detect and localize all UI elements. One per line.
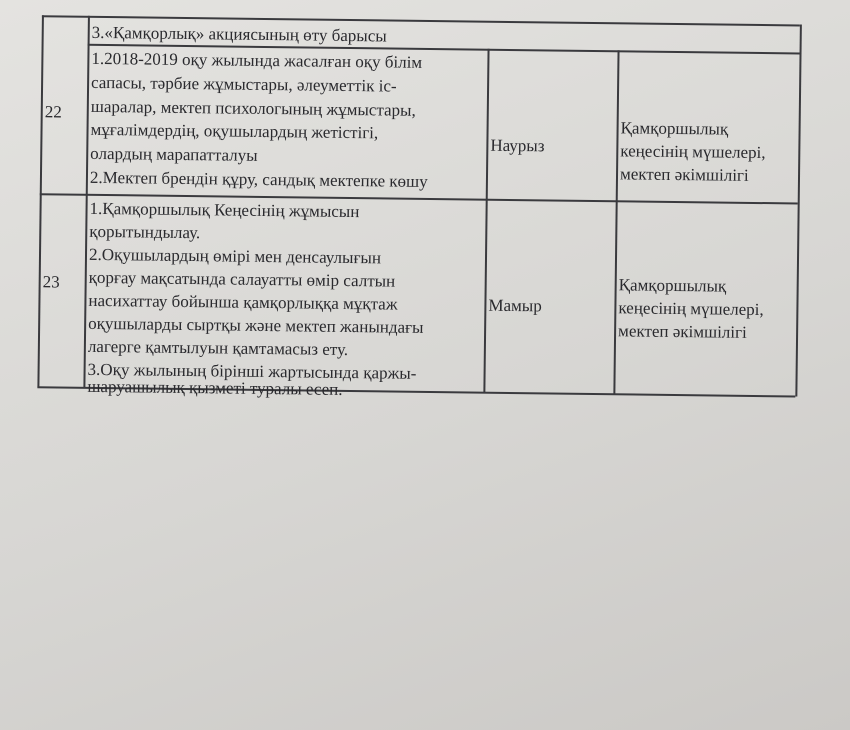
row-responsible-line: Қамқоршылық bbox=[618, 275, 727, 296]
row-content-line: насихаттау бойынша қамқорлыққа мұқтаж bbox=[88, 290, 398, 314]
row-responsible-line: кеңесінің мүшелері, bbox=[620, 141, 766, 163]
row-content-line: 1.2018-2019 оқу жылында жасалған оқу білім bbox=[91, 48, 423, 72]
table-border-left bbox=[37, 15, 43, 387]
row-content-line: 1.Қамқоршылық Кеңесінің жұмысын bbox=[89, 198, 360, 222]
row-responsible-line: кеңесінің мүшелері, bbox=[618, 298, 764, 320]
column-divider bbox=[613, 50, 619, 394]
row-content-line: қорытындылау. bbox=[89, 221, 201, 243]
row-date: Мамыр bbox=[488, 295, 542, 316]
row-content-line: лагерге қамтылуын қамтамасыз ету. bbox=[87, 336, 349, 360]
row-content-line: қорғау мақсатында салауатты өмір салтын bbox=[88, 267, 396, 291]
row-content-line: 3.Оқу жылының бірінші жартысында қаржы- bbox=[87, 359, 417, 383]
column-divider bbox=[483, 49, 489, 393]
row-responsible-line: мектеп әкімшілігі bbox=[618, 321, 747, 342]
row-content-line: шаралар, мектеп психологының жұмыстары, bbox=[90, 96, 416, 120]
row-responsible-line: Қамқоршылық bbox=[620, 118, 729, 139]
row-number: 22 bbox=[44, 102, 62, 122]
schedule-table bbox=[17, 10, 822, 440]
row-number: 23 bbox=[42, 272, 60, 292]
table-border-right bbox=[795, 25, 801, 397]
row-content-line: мұғалімдердің, оқушылардың жетістігі, bbox=[90, 119, 379, 143]
row-content-line: сапасы, тәрбие жұмыстары, әлеуметтік іс- bbox=[91, 72, 397, 96]
row-content-line: 2.Мектеп брендін құру, сандық мектепке көшу bbox=[89, 167, 428, 191]
row-content-line: олардың марапатталуы bbox=[90, 143, 258, 165]
row-content-line: шаруашылық қызметі туралы есеп. bbox=[87, 376, 343, 399]
row-content-line: 3.«Қамқорлық» акциясының өту барысы bbox=[91, 22, 387, 46]
row-date: Наурыз bbox=[490, 135, 545, 156]
row-responsible-line: мектеп әкімшілігі bbox=[619, 164, 749, 185]
row-content-line: оқушыларды сыртқы және мектеп жанындағы bbox=[88, 313, 424, 337]
row-content-line: 2.Оқушылардың өмірі мен денсаулығын bbox=[88, 244, 382, 268]
